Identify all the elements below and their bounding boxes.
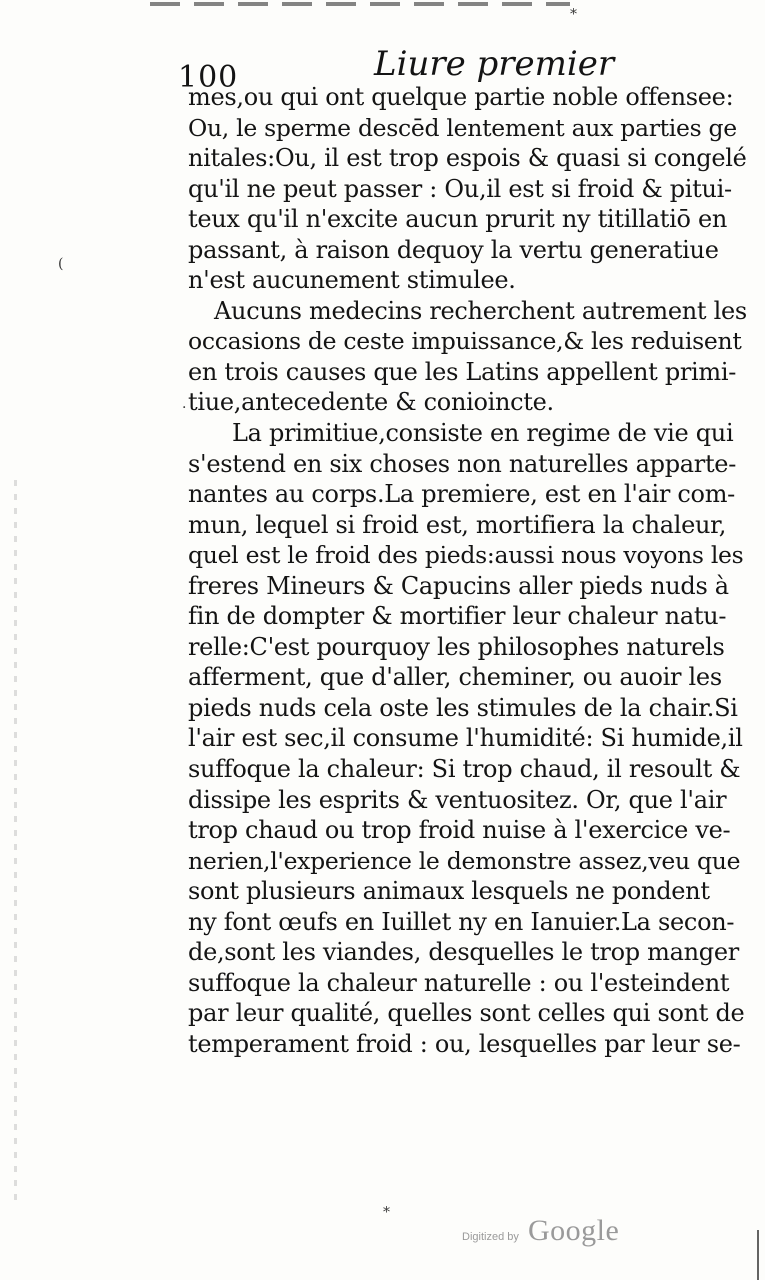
text-line: afferment, que d'aller, cheminer, ou auoir les (188, 663, 722, 692)
page-number: 100 (178, 60, 239, 95)
page-edge-mark (757, 1230, 759, 1280)
text-line: temperament froid : ou, lesquelles par leur se- (188, 1029, 741, 1058)
text-line: freres Mineurs & Capucins aller pieds nuds à (188, 571, 729, 600)
text-line: suffoque la chaleur: Si trop chaud, il resoult & (188, 755, 741, 784)
text-line: en trois causes que les Latins appellent primi- (188, 357, 737, 386)
text-line: passant, à raison dequoy la vertu generatiue (188, 235, 719, 264)
paragraph-start-line: La primitiue,consiste en regime de vie qui (232, 419, 734, 448)
text-line: teux qu'il n'excite aucun prurit ny titillatiō en (188, 205, 728, 234)
body-text (188, 82, 748, 1060)
margin-mark-icon: · (182, 400, 187, 416)
text-line: dissipe les esprits & ventuositez. Or, que l'air (188, 785, 727, 814)
text-line: ny font œufs en Iuillet ny en Ianuier.La secon- (188, 907, 735, 936)
watermark-prefix: Digitized by (462, 1231, 519, 1243)
ink-dot-icon: ⁎ (383, 1200, 390, 1216)
paragraph-start-line: Aucuns medecins recherchent autrement les (214, 296, 747, 325)
ink-dot-icon: ⁎ (570, 2, 577, 18)
text-line: pieds nuds cela oste les stimules de la chair.Si (188, 693, 738, 722)
text-line: mun, lequel si froid est, mortifiera la chaleur, (188, 510, 727, 539)
text-line: sont plusieurs animaux lesquels ne pondent (188, 877, 710, 906)
text-line: Ou, le sperme descēd lentement aux parties ge (188, 113, 737, 142)
text-line: relle:C'est pourquoy les philosophes naturels (188, 632, 725, 661)
text-line: mes,ou qui ont quelque partie noble offensee: (188, 83, 734, 111)
text-line: qu'il ne peut passer : Ou,il est si froid & pitui- (188, 174, 732, 203)
text-line: suffoque la chaleur naturelle : ou l'esteindent (188, 968, 730, 997)
text-line: nerien,l'experience le demonstre assez,veu que (188, 846, 741, 875)
margin-mark-icon: ( (58, 256, 64, 272)
text-line: trop chaud ou trop froid nuise à l'exercice ve- (188, 816, 731, 845)
running-title: Liure premier (374, 44, 615, 84)
text-line: nitales:Ou, il est trop espois & quasi si congelé (188, 144, 747, 173)
binding-shadow (14, 480, 17, 1200)
text-line: fin de dompter & mortifier leur chaleur natu- (188, 602, 727, 631)
top-edge-mark (150, 2, 570, 6)
digitized-by-google-watermark (462, 1214, 662, 1254)
google-logo: Google (528, 1214, 620, 1247)
text-line: quel est le froid des pieds:aussi nous voyons les (188, 541, 744, 570)
text-line: par leur qualité, quelles sont celles qui sont de (188, 999, 745, 1028)
text-line: nantes au corps.La premiere, est en l'air com- (188, 480, 735, 509)
text-line: l'air est sec,il consume l'humidité: Si humide,il (188, 724, 743, 753)
text-line: occasions de ceste impuissance,& les reduisent (188, 327, 742, 356)
text-line: n'est aucunement stimulee. (188, 266, 516, 295)
text-line: s'estend en six choses non naturelles apparte- (188, 449, 736, 478)
text-line: tiue,antecedente & conioincte. (188, 388, 554, 417)
text-line: de,sont les viandes, desquelles le trop manger (188, 938, 739, 967)
